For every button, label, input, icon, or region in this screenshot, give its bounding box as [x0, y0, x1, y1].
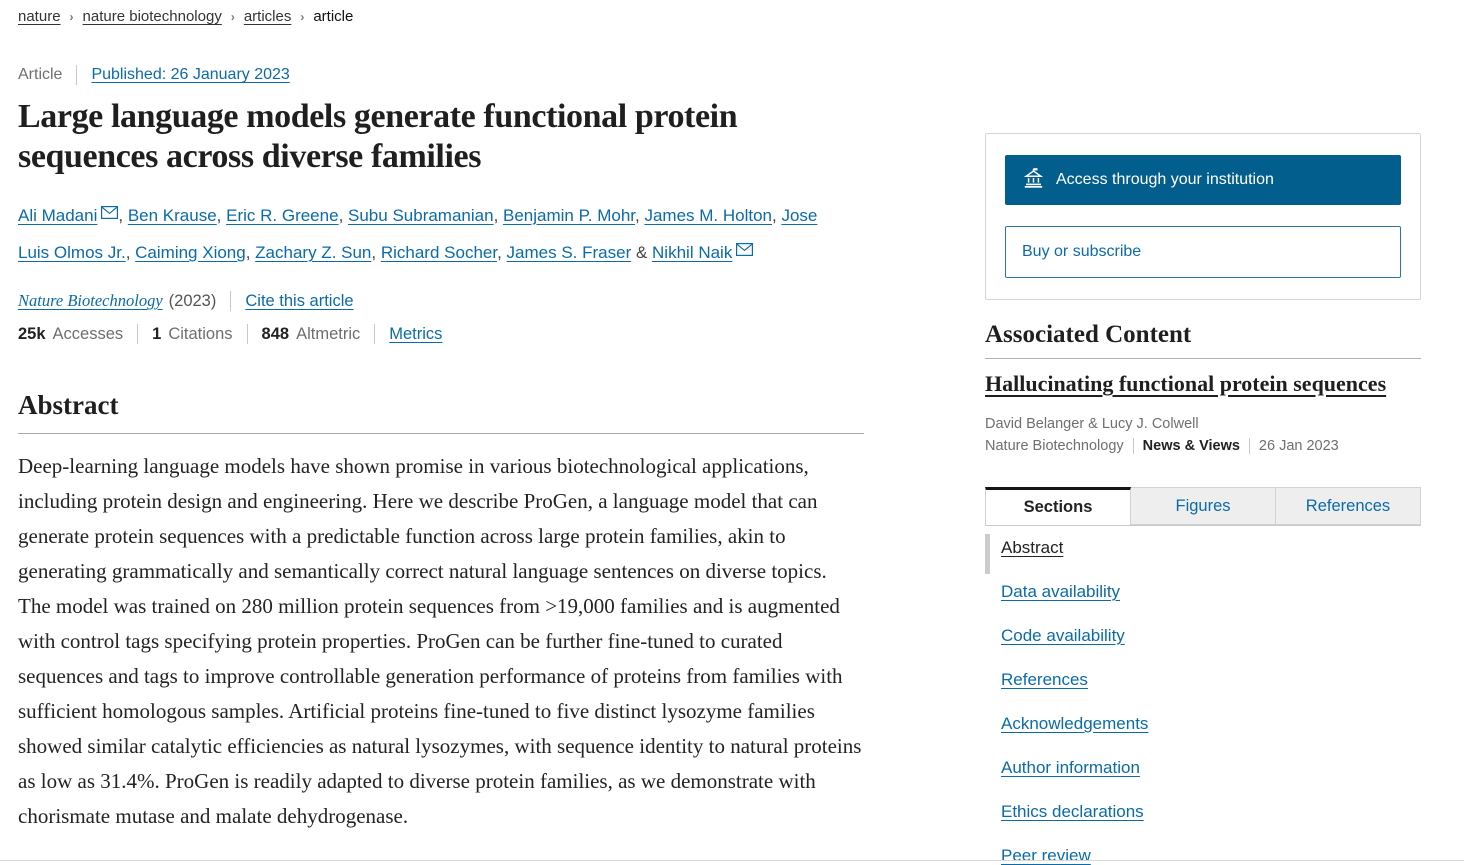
author-link[interactable]: Benjamin P. Mohr	[503, 206, 635, 225]
breadcrumb-item-articles[interactable]: articles	[243, 8, 292, 25]
metric-value: 848	[261, 324, 290, 343]
article-main-column	[18, 65, 864, 834]
divider	[230, 291, 231, 311]
metric-value: 1	[152, 324, 162, 343]
author-link[interactable]: Caiming Xiong	[135, 243, 246, 262]
section-link-acknowledgements[interactable]: Acknowledgements	[1001, 714, 1149, 733]
divider	[1249, 438, 1250, 454]
author-link[interactable]: Ben Krause	[127, 206, 217, 225]
section-nav-item	[985, 614, 1421, 658]
associated-article-journal: Nature Biotechnology	[985, 438, 1124, 454]
author-link[interactable]: Eric R. Greene	[226, 206, 339, 225]
section-link-data-availability[interactable]: Data availability	[1001, 582, 1121, 601]
section-divider	[18, 433, 864, 434]
breadcrumb-separator-icon: ›	[69, 10, 74, 24]
author-link[interactable]: Subu Subramanian	[348, 206, 494, 225]
metrics-bar	[18, 324, 864, 344]
section-nav-item	[985, 790, 1421, 834]
author-link[interactable]: James S. Fraser	[506, 243, 632, 262]
page-title: Large language models generate functional protein sequences across diverse families	[18, 98, 738, 175]
divider	[76, 65, 77, 85]
breadcrumb-item-article: article	[313, 8, 354, 25]
breadcrumb	[18, 8, 1464, 25]
divider	[137, 324, 138, 344]
section-nav-item	[985, 702, 1421, 746]
metric-label: Altmetric	[296, 324, 361, 343]
metric-label: Accesses	[52, 324, 124, 343]
section-link-ethics-declarations[interactable]: Ethics declarations	[1001, 802, 1144, 821]
section-nav-item	[985, 570, 1421, 614]
author-list: Ali Madani , Ben Krause, Eric R. Greene, Subu Subramanian, Benjamin P. Mohr, James M. Holton, Jose Luis Olmos Jr., Caiming Xiong, Zachary Z. Sun, Richard Socher, James S. Fraser & Nikhil Naik	[18, 196, 848, 270]
tab-figures[interactable]: Figures	[1131, 487, 1276, 525]
cite-article-link[interactable]: Cite this article	[245, 291, 354, 310]
metric-label: Citations	[168, 324, 233, 343]
tab-sections[interactable]: Sections	[985, 487, 1131, 525]
breadcrumb-separator-icon: ›	[300, 10, 305, 24]
section-nav-item	[985, 526, 1421, 570]
buy-subscribe-button[interactable]: Buy or subscribe	[1005, 226, 1401, 278]
section-nav-item	[985, 746, 1421, 790]
divider	[247, 324, 248, 344]
section-link-peer-review[interactable]: Peer review	[1001, 846, 1091, 865]
associated-content-section	[985, 321, 1421, 454]
metric-value: 25k	[18, 324, 46, 343]
published-date-link[interactable]: Published: 26 January 2023	[91, 66, 290, 83]
metrics-link[interactable]: Metrics	[389, 324, 443, 343]
abstract-section	[18, 390, 864, 834]
associated-article-date: 26 Jan 2023	[1258, 438, 1339, 454]
sidebar-tabs	[985, 487, 1421, 526]
access-institution-button[interactable]	[1005, 155, 1401, 205]
abstract-heading: Abstract	[18, 390, 119, 420]
article-sidebar	[985, 133, 1421, 865]
institution-bank-icon	[1023, 168, 1044, 193]
access-institution-label: Access through your institution	[1056, 171, 1274, 188]
section-link-code-availability[interactable]: Code availability	[1001, 626, 1125, 645]
breadcrumb-item-nature[interactable]: nature	[18, 8, 61, 25]
section-nav-item	[985, 658, 1421, 702]
journal-link[interactable]: Nature Biotechnology	[18, 291, 163, 310]
access-options-box	[985, 133, 1421, 300]
active-section-indicator	[985, 534, 990, 574]
associated-content-heading: Associated Content	[985, 321, 1421, 359]
author-link[interactable]: Ali Madani	[18, 206, 98, 225]
section-link-author-information[interactable]: Author information	[1001, 758, 1140, 777]
section-nav-list	[985, 526, 1421, 865]
author-link[interactable]: James M. Holton	[644, 206, 772, 225]
section-link-abstract[interactable]: Abstract	[1001, 538, 1064, 557]
email-envelope-icon[interactable]	[736, 233, 753, 268]
email-envelope-icon[interactable]	[101, 196, 118, 231]
associated-article-authors: David Belanger & Lucy J. Colwell	[985, 416, 1199, 432]
divider	[374, 324, 375, 344]
article-type-label: Article	[18, 66, 63, 83]
author-link[interactable]: Jose Luis Olmos Jr.	[18, 206, 818, 262]
author-link[interactable]: Nikhil Naik	[652, 243, 733, 262]
author-link[interactable]: Richard Socher	[380, 243, 498, 262]
divider	[1133, 438, 1134, 454]
journal-year: (2023)	[168, 291, 217, 310]
associated-article-link[interactable]: Hallucinating functional protein sequences	[985, 371, 1387, 396]
abstract-text: Deep-learning language models have shown promise in various biotechnological applications, including protein design and engineering. Here we describe ProGen, a language model that can generate protein sequences with a predictable function across large protein families, akin to generating grammatically and semantically correct natural language sentences on diverse topics. The model was trained on 280 million protein sequences from >19,000 families and is augmented with control tags specifying protein properties. ProGen can be further fine-tuned to curated sequences and tags to improve controllable generation performance of proteins from families with sufficient homologous samples. Artificial proteins fine-tuned to five distinct lysozyme families showed similar catalytic efficiencies as natural lysozymes, with sequence identity to natural proteins as low as 31.4%. ProGen is readily adapted to diverse protein families, as we demonstrate with chorismate mutase and malate dehydrogenase.	[18, 454, 862, 828]
author-link[interactable]: Zachary Z. Sun	[255, 243, 372, 262]
breadcrumb-separator-icon: ›	[230, 10, 235, 24]
page-bottom-divider	[0, 860, 1464, 861]
breadcrumb-item-nature-biotechnology[interactable]: nature biotechnology	[82, 8, 222, 25]
tab-references[interactable]: References	[1276, 487, 1421, 525]
associated-article-type: News & Views	[1142, 438, 1240, 454]
section-link-references[interactable]: References	[1001, 670, 1088, 689]
